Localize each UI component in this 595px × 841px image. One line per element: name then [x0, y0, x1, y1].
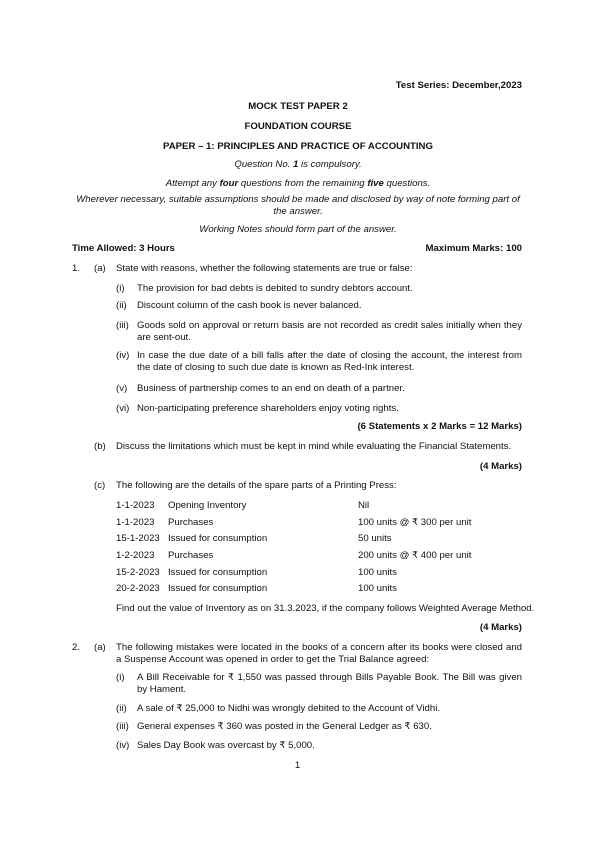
- item-number: (i): [116, 283, 125, 294]
- item-number: (v): [116, 383, 128, 394]
- item-number: (iv): [116, 740, 130, 751]
- item-text: Non-participating preference shareholders enjoy voting rights.: [137, 403, 399, 414]
- question-number: 1.: [72, 263, 81, 274]
- question-text: Find out the value of Inventory as on 31.3.2023, if the company follows Weighted Average Method.: [116, 603, 535, 614]
- marks-label: (4 Marks): [479, 461, 522, 472]
- table-cell-value: Nil: [358, 500, 370, 511]
- marks-label: (6 Statements x 2 Marks = 12 Marks): [357, 421, 522, 432]
- marks-label: (4 Marks): [479, 622, 522, 633]
- test-series: Test Series: December,2023: [395, 80, 522, 91]
- maximum-marks: Maximum Marks: 100: [425, 243, 522, 254]
- item-text: Business of partnership comes to an end on death of a partner.: [137, 383, 405, 394]
- table-cell-value: 100 units @ ₹ 300 per unit: [358, 517, 472, 528]
- table-cell-value: 50 units: [358, 533, 392, 544]
- item-number: (iv): [116, 350, 130, 361]
- item-text: Sales Day Book was overcast by ₹ 5,000.: [137, 740, 315, 751]
- question-text: State with reasons, whether the following statements are true or false:: [116, 263, 413, 274]
- question-text: Discuss the limitations which must be kept in mind while evaluating the Financial Statements.: [116, 441, 512, 452]
- instruction-compulsory: Question No. 1 is compulsory.: [234, 159, 362, 170]
- item-number: (ii): [116, 300, 127, 311]
- item-text: General expenses ₹ 360 was posted in the General Ledger as ₹ 630.: [137, 721, 432, 732]
- question-part-label: (b): [94, 441, 106, 452]
- question-number: 2.: [72, 642, 81, 653]
- item-number: (ii): [116, 703, 127, 714]
- instruction-working-notes: Working Notes should form part of the answer.: [199, 224, 397, 235]
- item-text: A Bill Receivable for ₹ 1,550 was passed through Bills Payable Book. The Bill was given by Hament.: [137, 672, 522, 695]
- item-number: (vi): [116, 403, 130, 414]
- question-text: The following are the details of the spare parts of a Printing Press:: [116, 480, 397, 491]
- table-cell-date: 20-2-2023: [116, 583, 160, 594]
- table-cell-date: 15-2-2023: [116, 567, 160, 578]
- question-part-label: (c): [94, 480, 106, 491]
- table-cell-description: Issued for consumption: [168, 583, 268, 594]
- instruction-attempt: Attempt any four questions from the remaining five questions.: [165, 178, 431, 189]
- item-text: Discount column of the cash book is never balanced.: [137, 300, 362, 311]
- course-name: FOUNDATION COURSE: [244, 121, 352, 132]
- item-text: Goods sold on approval or return basis are not recorded as credit sales initially when they are sent-out.: [137, 320, 522, 343]
- table-cell-description: Purchases: [168, 550, 214, 561]
- question-part-label: (a): [94, 642, 106, 653]
- item-text: A sale of ₹ 25,000 to Nidhi was wrongly debited to the Account of Vidhi.: [137, 703, 440, 714]
- table-cell-description: Purchases: [168, 517, 214, 528]
- instruction-assumptions: Wherever necessary, suitable assumptions should be made and disclosed by way of note forming part of the answer.: [76, 194, 520, 217]
- table-cell-date: 1-1-2023: [116, 500, 155, 511]
- table-cell-value: 100 units: [358, 567, 397, 578]
- table-cell-value: 200 units @ ₹ 400 per unit: [358, 550, 472, 561]
- item-number: (i): [116, 672, 125, 683]
- paper-name: PAPER – 1: PRINCIPLES AND PRACTICE OF ACCOUNTING: [163, 141, 433, 152]
- paper-title: MOCK TEST PAPER 2: [248, 101, 348, 112]
- table-cell-description: Issued for consumption: [168, 533, 268, 544]
- item-number: (iii): [116, 320, 129, 331]
- table-cell-date: 1-1-2023: [116, 517, 155, 528]
- question-part-label: (a): [94, 263, 106, 274]
- table-cell-description: Opening Inventory: [168, 500, 247, 511]
- table-cell-date: 1-2-2023: [116, 550, 155, 561]
- page-number: 1: [294, 760, 301, 771]
- item-text: In case the due date of a bill falls after the date of closing the account, the interest from the date of closing to such due date is known as Red-Ink interest.: [137, 350, 522, 373]
- table-cell-description: Issued for consumption: [168, 567, 268, 578]
- table-cell-value: 100 units: [358, 583, 397, 594]
- question-text: The following mistakes were located in the books of a concern after its books were closed and a Suspense Account was opened in order to get the Trial Balance agreed:: [116, 642, 522, 665]
- table-cell-date: 15-1-2023: [116, 533, 160, 544]
- item-number: (iii): [116, 721, 129, 732]
- time-allowed: Time Allowed: 3 Hours: [72, 243, 175, 254]
- item-text: The provision for bad debts is debited to sundry debtors account.: [137, 283, 413, 294]
